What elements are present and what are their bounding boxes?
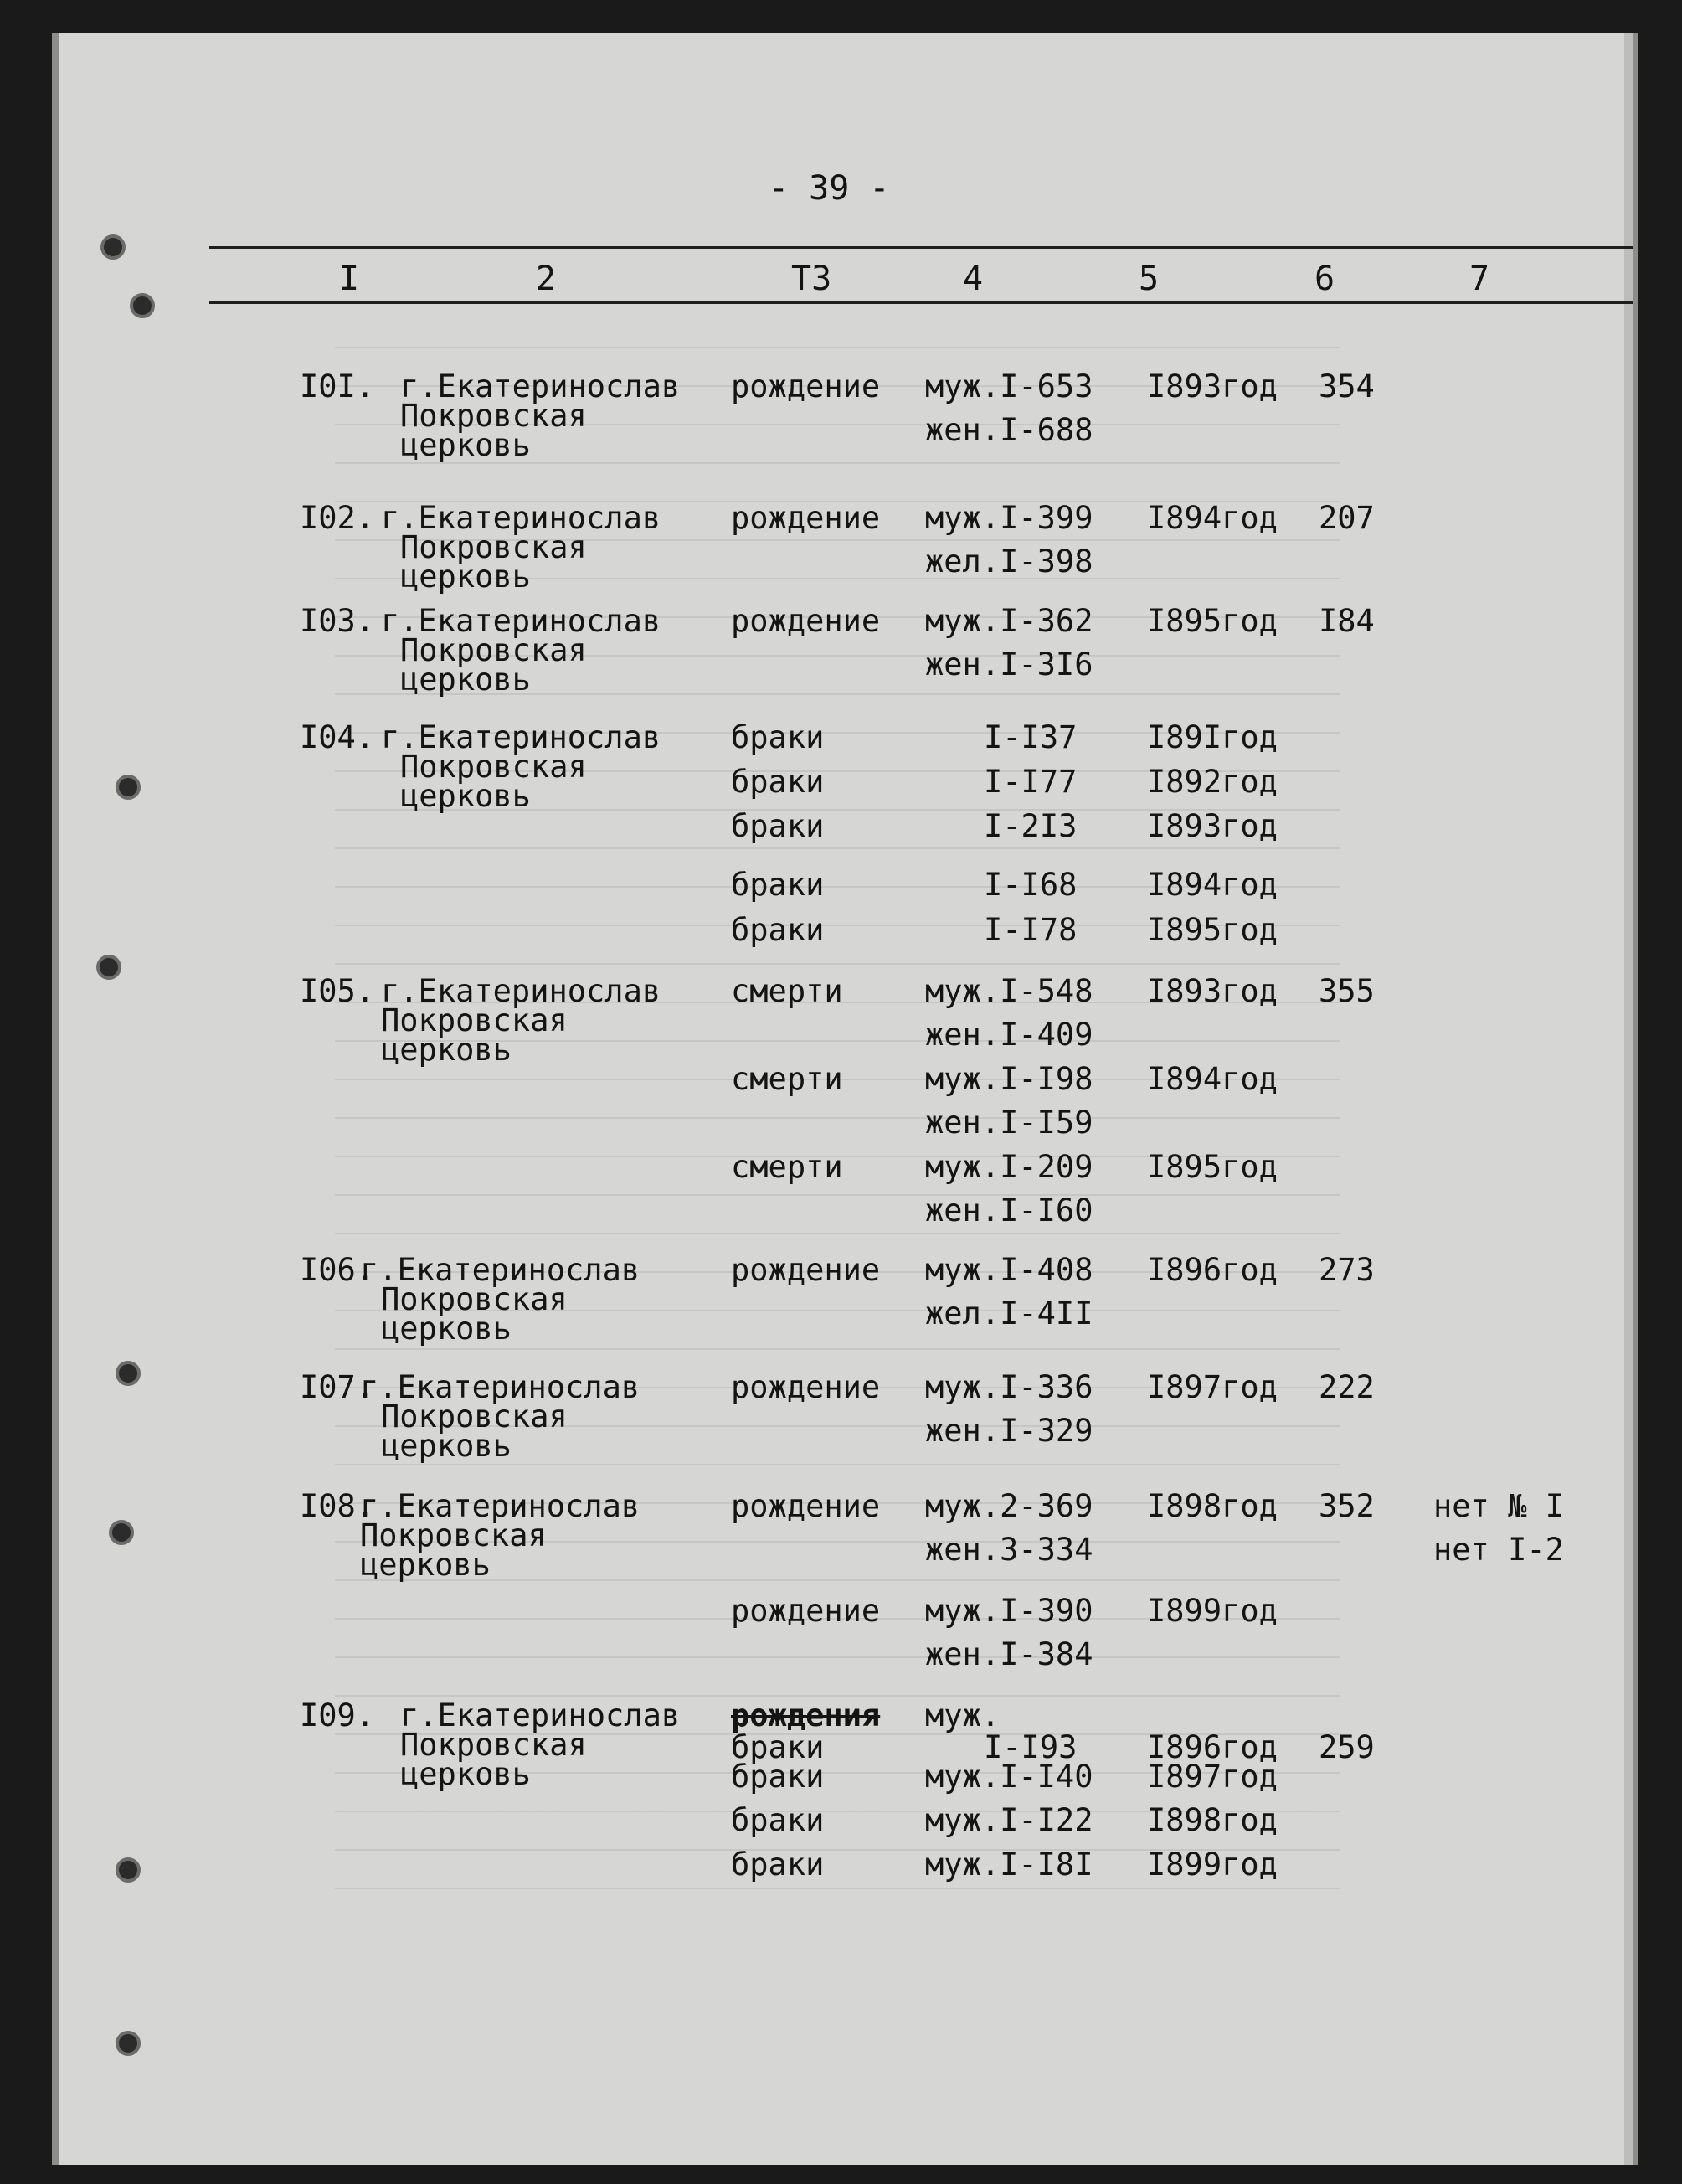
place-church: Покровская [400,1727,587,1763]
entry-number: I06. [300,1252,375,1288]
record-year: I894год [1147,500,1278,536]
place-city: г.Екатеринослав [381,603,661,639]
entry-number: I09. [300,1697,375,1733]
column-header: 4 [963,260,984,298]
punch-hole [130,293,155,318]
place-church: церковь [381,1311,512,1347]
record-year: I895год [1147,912,1278,948]
record-type: браки [731,912,825,948]
record-number: жен.I-384 [925,1636,1093,1672]
place-church: церковь [381,1428,512,1464]
record-year: I894год [1147,1061,1278,1097]
header-rule-bottom [209,301,1633,304]
place-city: г.Екатеринослав [360,1252,640,1288]
place-city: г.Екатеринослав [381,719,661,755]
column-header: I [339,260,360,298]
record-year: I89Iгод [1147,719,1278,755]
record-note: нет № I [1433,1488,1564,1524]
record-number: I-I77 [984,764,1078,800]
place-church: церковь [381,1032,512,1068]
entry-number: I08. [300,1488,375,1524]
place-church: церковь [400,559,531,595]
place-church: Покровская [381,1398,568,1435]
punch-hole [116,1857,141,1883]
record-year: I897год [1147,1759,1278,1795]
record-type: рождение [731,1369,881,1405]
record-year: I894год [1147,867,1278,903]
record-number: жен.I-409 [925,1017,1093,1053]
record-type: рождение [731,1593,881,1629]
place-city: г.Екатеринослав [400,368,681,404]
record-number: жен.I-I60 [925,1192,1093,1228]
record-type: браки [731,1802,825,1838]
record-type: рождение [731,603,881,639]
entry-number: I07. [300,1369,375,1405]
place-city: г.Екатеринослав [381,500,661,536]
record-year: I898год [1147,1802,1278,1838]
column-header: 2 [536,260,557,298]
record-year: I898год [1147,1488,1278,1524]
punch-hole [116,1361,141,1386]
record-year: I897год [1147,1369,1278,1405]
record-number: жен.I-3I6 [925,646,1093,682]
record-type: браки [731,719,825,755]
record-type: смерти [731,1061,843,1097]
record-number: муж.I-390 [925,1593,1093,1629]
record-type: рождения [731,1697,881,1733]
record-year: I895год [1147,1149,1278,1185]
entry-number: I04. [300,719,375,755]
record-number: I-I93 [984,1729,1078,1765]
place-church: Покровская [400,529,587,565]
record-number: муж.I-I8I [925,1847,1093,1883]
record-number: жен.I-I59 [925,1105,1093,1141]
record-number: муж.I-362 [925,603,1093,639]
entry-number: I05. [300,973,375,1009]
record-type: рождение [731,500,881,536]
record-year: I899год [1147,1847,1278,1883]
record-year: I895год [1147,603,1278,639]
punch-hole [100,234,126,260]
punch-hole [96,955,121,980]
record-number: жен.I-329 [925,1413,1093,1449]
record-type: смерти [731,973,843,1009]
entry-number: I0I. [300,368,375,404]
record-count: 354 [1319,368,1375,404]
record-number: муж. [925,1697,1000,1733]
place-church: церковь [400,427,531,463]
place-church: церковь [400,778,531,814]
place-city: г.Екатеринослав [400,1697,681,1733]
record-year: I899год [1147,1593,1278,1629]
record-number: I-I37 [984,719,1078,755]
record-year: I896год [1147,1252,1278,1288]
record-number: муж.2-369 [925,1488,1093,1524]
record-note: нет I-2 [1433,1532,1564,1568]
place-church: Покровская [381,1002,568,1038]
place-city: г.Екатеринослав [360,1369,640,1405]
record-number: муж.I-408 [925,1252,1093,1288]
column-header: 7 [1469,260,1490,298]
place-church: Покровская [381,1281,568,1317]
record-number: муж.I-548 [925,973,1093,1009]
place-church: Покровская [360,1517,547,1553]
record-type: браки [731,867,825,903]
record-number: муж.I-653 [925,368,1093,404]
record-year: I892год [1147,764,1278,800]
punch-hole [109,1520,134,1545]
record-type: смерти [731,1149,843,1185]
record-count: I84 [1319,603,1375,639]
record-type: браки [731,764,825,800]
entry-number: I02. [300,500,375,536]
record-year: I893год [1147,808,1278,844]
place-city: г.Екатеринослав [360,1488,640,1524]
record-number: жен.3-334 [925,1532,1093,1568]
record-number: муж.I-336 [925,1369,1093,1405]
record-type: браки [731,1759,825,1795]
column-header: 6 [1314,260,1335,298]
punch-hole [116,2031,141,2056]
record-year: I893год [1147,368,1278,404]
record-type: рождение [731,1488,881,1524]
place-church: Покровская [400,632,587,668]
record-number: I-2I3 [984,808,1078,844]
page-edge [52,33,59,2165]
header-rule-top [209,246,1633,249]
record-count: 352 [1319,1488,1375,1524]
record-type: рождение [731,368,881,404]
record-number: муж.I-I40 [925,1759,1093,1795]
record-number: I-I68 [984,867,1078,903]
record-number: муж.I-399 [925,500,1093,536]
record-number: муж.I-209 [925,1149,1093,1185]
entry-number: I03. [300,603,375,639]
record-type: рождение [731,1252,881,1288]
record-number: муж.I-I22 [925,1802,1093,1838]
record-year: I896год [1147,1729,1278,1765]
record-type: браки [731,1729,825,1765]
record-number: муж.I-I98 [925,1061,1093,1097]
document-page [59,33,1633,2165]
place-church: Покровская [400,749,587,785]
record-type: браки [731,808,825,844]
place-church: церковь [400,1756,531,1792]
place-church: церковь [360,1547,491,1583]
record-type: браки [731,1847,825,1883]
punch-hole [116,775,141,800]
record-count: 273 [1319,1252,1375,1288]
record-number: жен.I-688 [925,412,1093,448]
column-header: Т3 [791,260,832,298]
record-number: I-I78 [984,912,1078,948]
record-year: I893год [1147,973,1278,1009]
record-count: 207 [1319,500,1375,536]
record-number: жел.I-4II [925,1295,1093,1332]
record-count: 355 [1319,973,1375,1009]
place-church: Покровская [400,398,587,434]
record-count: 222 [1319,1369,1375,1405]
column-header: 5 [1139,260,1160,298]
place-city: г.Екатеринослав [381,973,661,1009]
page-number: - 39 - [769,169,890,208]
record-number: жел.I-398 [925,543,1093,579]
place-church: церковь [400,662,531,698]
record-count: 259 [1319,1729,1375,1765]
